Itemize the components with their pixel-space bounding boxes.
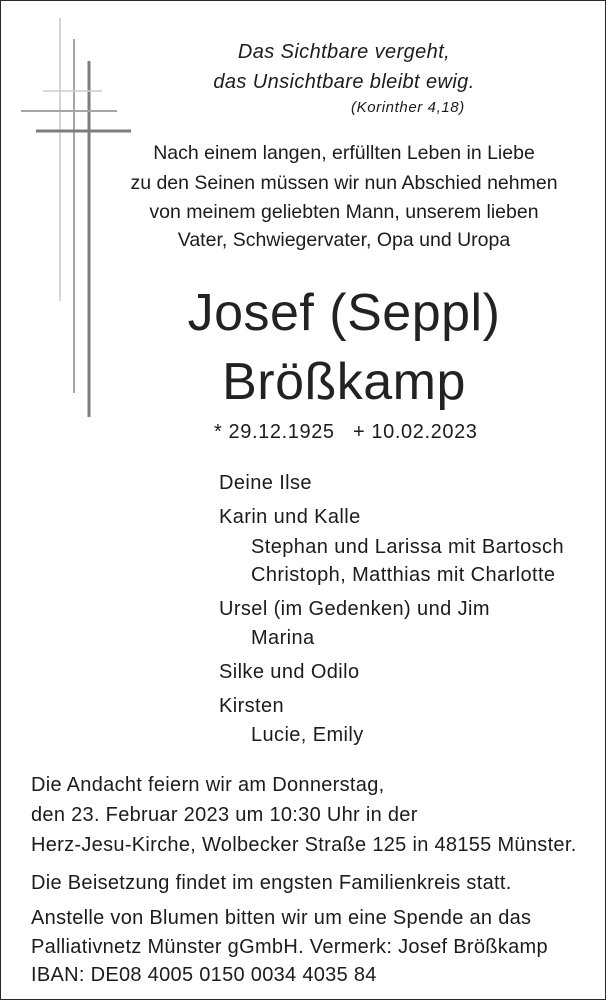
deceased-name: Josef (Seppl) xyxy=(187,284,501,342)
intro-line: von meinem geliebten Mann, unserem lieben xyxy=(149,201,539,223)
burial-note: Die Beisetzung findet im engsten Familienkreis statt. xyxy=(31,872,512,894)
donation-line: Palliativnetz Münster gGmbH. Vermerk: Josef Brößkamp xyxy=(31,936,548,958)
intro-line: Vater, Schwiegervater, Opa und Uropa xyxy=(177,229,511,251)
service-announcement-line: Herz-Jesu-Kirche, Wolbecker Straße 125 in 48155 Münster. xyxy=(31,834,577,856)
mourner-family: Stephan und Larissa mit Bartosch xyxy=(251,536,564,558)
service-announcement-line: den 23. Februar 2023 um 10:30 Uhr in der xyxy=(31,804,418,826)
quote-line: das Unsichtbare bleibt ewig. xyxy=(213,71,475,93)
service-announcement-line: Die Andacht feiern wir am Donnerstag, xyxy=(31,774,385,796)
mourner-name: Silke und Odilo xyxy=(219,661,360,683)
mourner-family: Marina xyxy=(251,627,315,649)
quote-line: Das Sichtbare vergeht, xyxy=(237,41,451,63)
intro-line: zu den Seinen müssen wir nun Abschied nehmen xyxy=(130,172,558,194)
intro-line: Nach einem langen, erfüllten Leben in Liebe xyxy=(153,142,535,164)
mourner-name: Ursel (im Gedenken) und Jim xyxy=(219,598,490,620)
deceased-surname: Brößkamp xyxy=(222,353,466,411)
quote-source: (Korinther 4,18) xyxy=(351,99,465,116)
mourner-name: Deine Ilse xyxy=(219,472,312,494)
mourner-family: Christoph, Matthias mit Charlotte xyxy=(251,564,556,586)
birth-date: * 29.12.1925 xyxy=(214,421,335,443)
mourner-name: Kirsten xyxy=(219,695,285,717)
mourner-family: Lucie, Emily xyxy=(251,724,364,746)
mourner-name: Karin und Kalle xyxy=(219,506,361,528)
iban-line: IBAN: DE08 4005 0150 0034 4035 84 xyxy=(31,964,377,986)
death-date: + 10.02.2023 xyxy=(353,421,478,443)
donation-line: Anstelle von Blumen bitten wir um eine Spende an das xyxy=(31,907,532,929)
